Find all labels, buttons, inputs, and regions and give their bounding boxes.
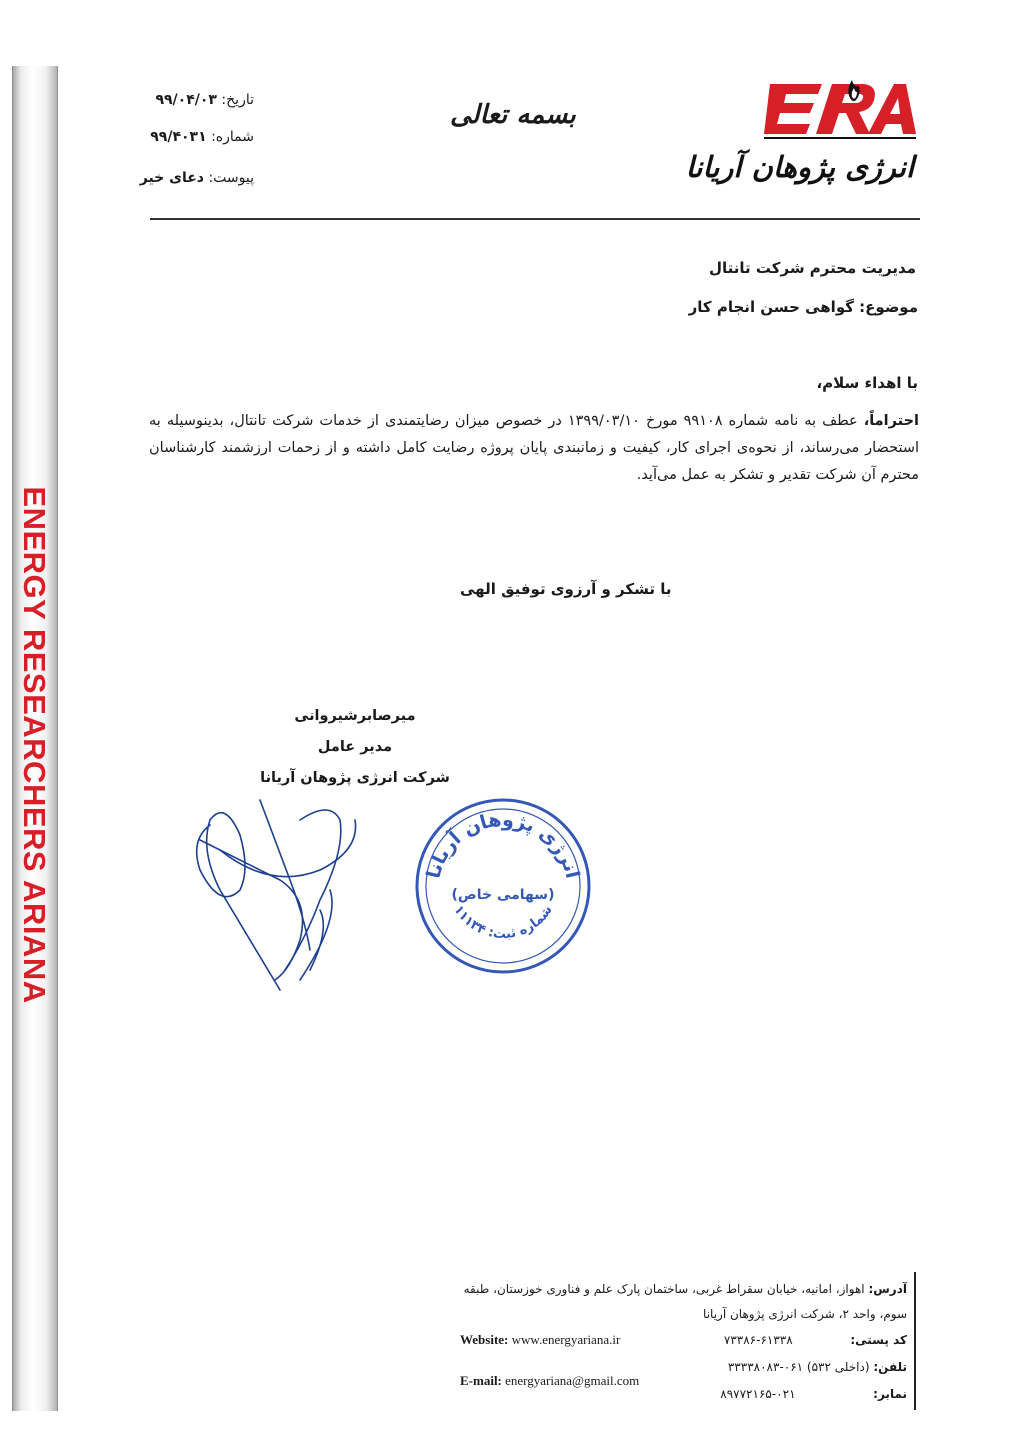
- handwritten-signature: [180, 780, 390, 1000]
- letter-body: [149, 408, 919, 489]
- subject: موضوع: گواهی حسن انجام کار: [688, 298, 918, 316]
- signer-name: میرصابرشیروانی: [294, 708, 416, 724]
- body-text: عطف به نامه شماره ۹۹۱۰۸ مورخ ۱۳۹۹/۰۳/۱۰ در خصوص میزان رضایتمندی از خدمات شرکت تانتال، بدینوسیله به استحضار می‌رساند، از نحوه‌ی اجرای کار، کیفیت و زمانبندی پایان پروژه رضایت کامل داشته و از زحمات ارزشمند کارشناسان محترم آن شرکت تقدیر و تشکر به عمل می‌آید.: [149, 413, 919, 483]
- company-name-fa: انرژی پژوهان آریانا: [685, 150, 914, 184]
- company-stamp: [412, 795, 594, 977]
- stamp-graphic: [412, 795, 594, 977]
- stamp-outer-text: انرژی پژوهان آریانا: [422, 808, 584, 881]
- phone-row: [728, 1360, 907, 1374]
- address-value-1: اهواز، امانیه، خیابان سقراط غربی، ساختمان پارک علم و فناوری خوزستان، طبقه: [463, 1282, 865, 1296]
- basmala: بسمه تعالی: [450, 100, 576, 130]
- fax-row: [720, 1387, 907, 1401]
- salutation: احتراماً،: [863, 413, 919, 429]
- website-label: Website:: [460, 1332, 509, 1347]
- footer-divider: [914, 1272, 916, 1410]
- address-label: آدرس:: [868, 1282, 907, 1296]
- recipient: مدیریت محترم شرکت تانتال: [709, 259, 916, 277]
- email-label: E-mail:: [460, 1373, 502, 1388]
- address-line-2: [703, 1307, 907, 1321]
- signer-title: مدیر عامل: [317, 739, 393, 755]
- number-value: ۹۹/۴۰۳۱: [150, 129, 207, 145]
- phone-label: تلفن:: [873, 1360, 907, 1374]
- svg-text:شماره ثبت: ۱۱۱۳۴: [450, 903, 555, 943]
- phone-value: (داخلی ۵۳۲) ۰۶۱-۳۳۳۳۸۰۸۳: [727, 1360, 870, 1374]
- postal-value: ۶۱۳۳۸-۷۳۳۸۶: [723, 1333, 793, 1347]
- attachment-value: دعای خیر: [139, 170, 204, 186]
- greeting: با اهداء سلام،: [816, 374, 918, 392]
- strip-text: ENERGY RESEARCHERS ARIANA: [17, 486, 52, 1004]
- website-link[interactable]: www.energyariana.ir: [511, 1332, 621, 1347]
- date-value: ۹۹/۰۴/۰۳: [155, 92, 217, 108]
- header-divider: [150, 218, 920, 220]
- email-row: [460, 1373, 639, 1389]
- signer-company: شرکت انرژی پژوهان آریانا: [260, 770, 450, 786]
- attachment-label: پیوست:: [208, 170, 254, 186]
- stamp-middle-text: (سهامی خاص): [451, 887, 555, 903]
- date-row: [155, 92, 254, 108]
- number-row: [150, 129, 254, 145]
- date-label: تاریخ:: [221, 92, 254, 108]
- address-line-1: [464, 1282, 907, 1296]
- address-value-2: سوم، واحد ۲، شرکت انرژی پژوهان آریانا: [703, 1307, 907, 1321]
- closing: با تشکر و آرزوی توفیق الهی: [460, 580, 672, 598]
- number-label: شماره:: [211, 129, 254, 145]
- email-link[interactable]: energyariana@gmail.com: [505, 1373, 640, 1388]
- stamp-bottom-text: شماره ثبت: ۱۱۱۳۴: [450, 902, 556, 943]
- website-row: [460, 1332, 620, 1348]
- fax-value: ۰۲۱-۸۹۷۷۲۱۶۵: [720, 1387, 796, 1401]
- postal-label: کد پستی:: [850, 1333, 907, 1347]
- postal-row: [724, 1333, 907, 1347]
- fax-label: نمابر:: [873, 1387, 907, 1401]
- era-logo: [764, 76, 916, 142]
- attachment-row: [140, 170, 254, 186]
